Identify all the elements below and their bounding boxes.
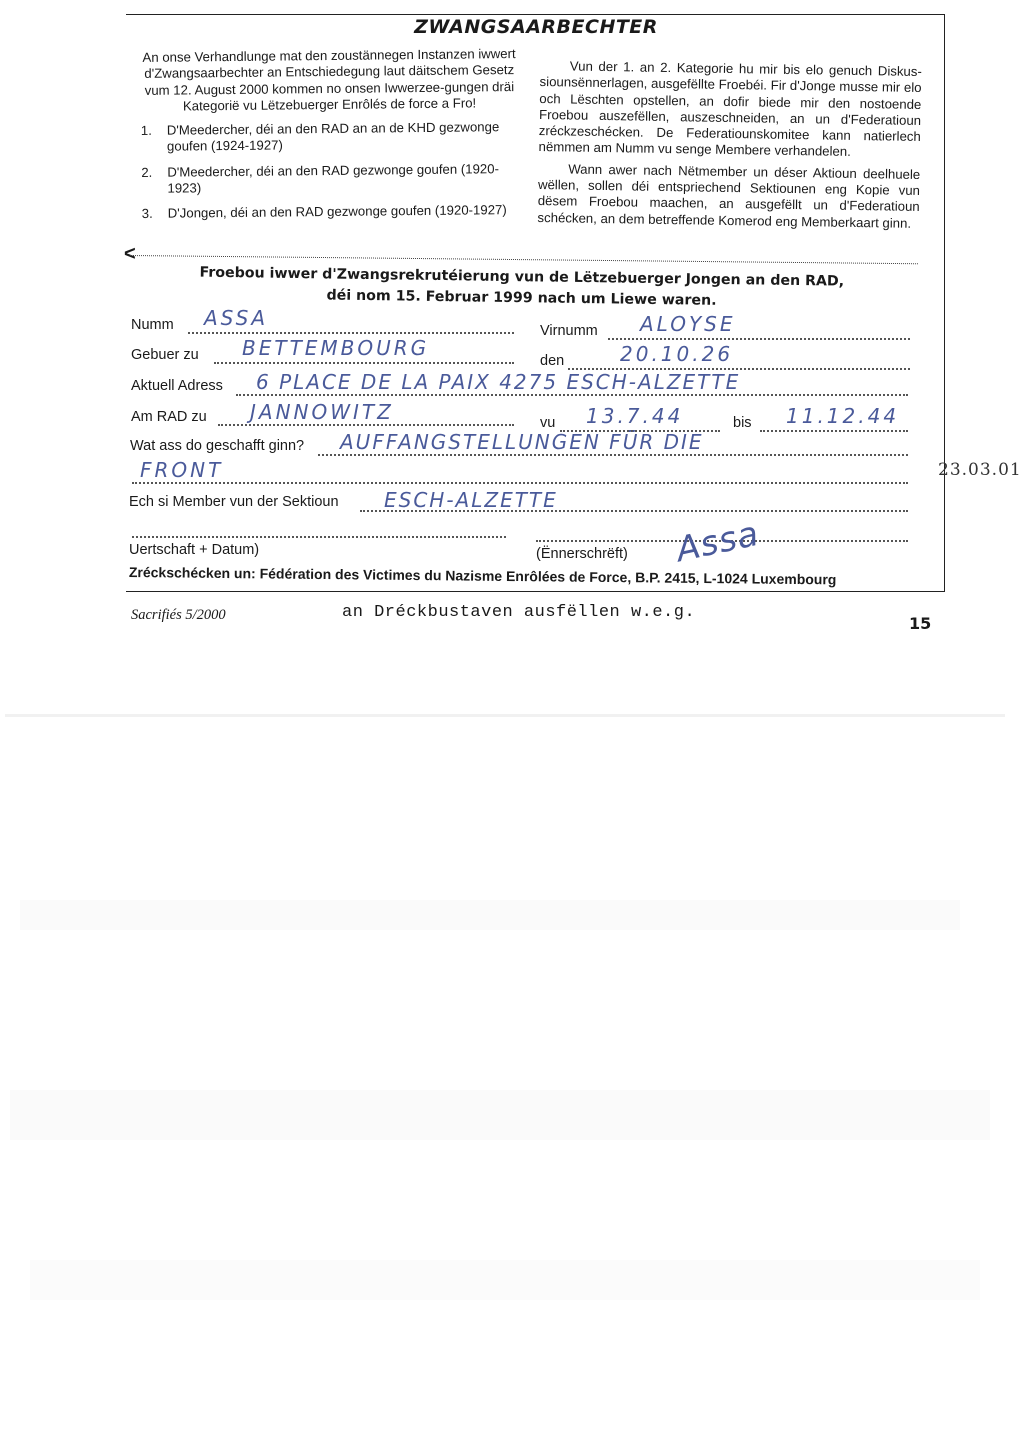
value-wat-geschafft-2[interactable]: FRONT [140,458,224,482]
adress-dots [236,394,908,396]
page-number: 15 [909,614,932,633]
category-text: D'Jongen, déi an den RAD gezwonge goufen (1920-1927) [167,202,507,222]
form-title-line-2: déi nom 15. Februar 1999 nach um Liewe waren. [326,287,717,309]
intro-paragraph: An onse Verhandlunge mat den zoustännegen Instanzen iwwert d'Zwangsaarbechter an Entschiedegung laut däitschem Gesetz vum 12. August 2000 kommen no onsen Iwwerzee-gungen dräi Kategorië vu Lëtzebuerger Enrôlés de force a Fro! [142,46,516,114]
category-text: D'Meedercher, déi an den RAD an an de KHD gezwonge goufen (1924-1927) [166,119,500,155]
category-item [137,119,523,156]
category-number: 3. [141,206,153,222]
virnumm-dots [608,338,910,340]
value-sektioun[interactable]: ESCH-ALZETTE [384,488,558,512]
label-den: den [540,353,565,369]
label-bis: bis [733,415,752,431]
label-virnumm: Virnumm [540,323,598,339]
value-den[interactable]: 20.10.26 [620,342,734,366]
cut-arrow-icon: < [124,243,136,265]
value-am-rad-zu[interactable]: JANNOWITZ [250,400,394,424]
right-column [537,58,922,237]
right-paragraph-2: Wann awer nach Nëtmember un déser Aktioun deelhuele wëllen, sollen déi entspriechend Sektiounen eng Kopie vun dësem Froebou maachen, an ausgefëllt un d'Federatioun schécken, an dem betreffende Komerod eng Memberkaart ginn. [537,161,921,231]
label-numm: Numm [131,317,174,333]
geschafft-dots-2 [132,482,908,484]
category-number: 2. [141,164,153,180]
category-item [138,202,524,222]
uertschaft-dots [132,536,506,538]
value-bis[interactable]: 11.12.44 [786,404,900,428]
category-item [137,161,523,198]
category-list [137,119,524,223]
label-gebuer-zu: Gebuer zu [131,347,199,363]
label-aktuell-adress: Aktuell Adress [131,378,223,394]
value-gebuer-zu[interactable]: BETTEMBOURG [242,336,430,360]
signature[interactable]: Assa [672,513,763,571]
form-title-line-1: Froebou iwwer d'Zwangsrekrutéierung vun de Lëtzebuerger Jongen an den RAD, [199,264,845,290]
value-wat-geschafft-1[interactable]: AUFFANGSTELLUNGEN FÜR DIE [340,430,704,454]
scan-noise [0,700,1024,1420]
gebuer-dots [214,362,514,364]
page-title: ZWANGSAARBECHTER [414,16,658,38]
left-column [136,46,524,232]
typed-instruction: an Dréckbustaven ausfëllen w.e.g. [342,603,696,622]
publication-label: Sacrifiés 5/2000 [131,607,226,623]
label-vu: vu [540,415,556,431]
bis-dots [760,430,908,432]
value-numm[interactable]: ASSA [204,306,269,330]
value-vu[interactable]: 13.7.44 [586,404,684,428]
margin-date-note: 23.03.01 [938,460,1022,480]
label-member-sektioun: Ech si Member vun der Sektioun [129,494,339,510]
geschafft-dots-1 [318,454,908,456]
label-wat-geschafft: Wat ass do geschafft ginn? [130,438,305,454]
value-virnumm[interactable]: ALOYSE [640,312,736,336]
category-text: D'Meedercher, déi an den RAD gezwonge goufen (1920-1923) [167,160,500,196]
right-paragraph-1: Vun der 1. an 2. Kategorie hu mir bis elo genuch Diskus-siounsënnerlagen, ausgefëllte Froebéi. Fir d'Jonge musse mir elo och Lëschten opstellen, an dofir biede mir den nostoende Froebou auszefëllen, auszeschneiden, an un d'Federatioun zréckzeschécken. De Federatiounskomitee kann natierlech nëmmen am Numm vu senge Membere verhandelen. [538,58,922,160]
return-address: Zréckschécken un: Fédération des Victimes du Nazisme Enrôlées de Force, B.P. 2415, L-1024 Luxembourg [128,564,837,588]
rad-dots [218,424,514,426]
label-am-rad-zu: Am RAD zu [131,409,207,425]
label-ennerschreft: (Ënnerschrëft) [536,546,628,562]
numm-dots [188,332,514,334]
category-number: 1. [140,123,152,139]
value-aktuell-adress[interactable]: 6 PLACE DE LA PAIX 4275 ESCH-ALZETTE [256,370,741,394]
label-uertschaft-datum: Uertschaft + Datum) [129,542,260,558]
